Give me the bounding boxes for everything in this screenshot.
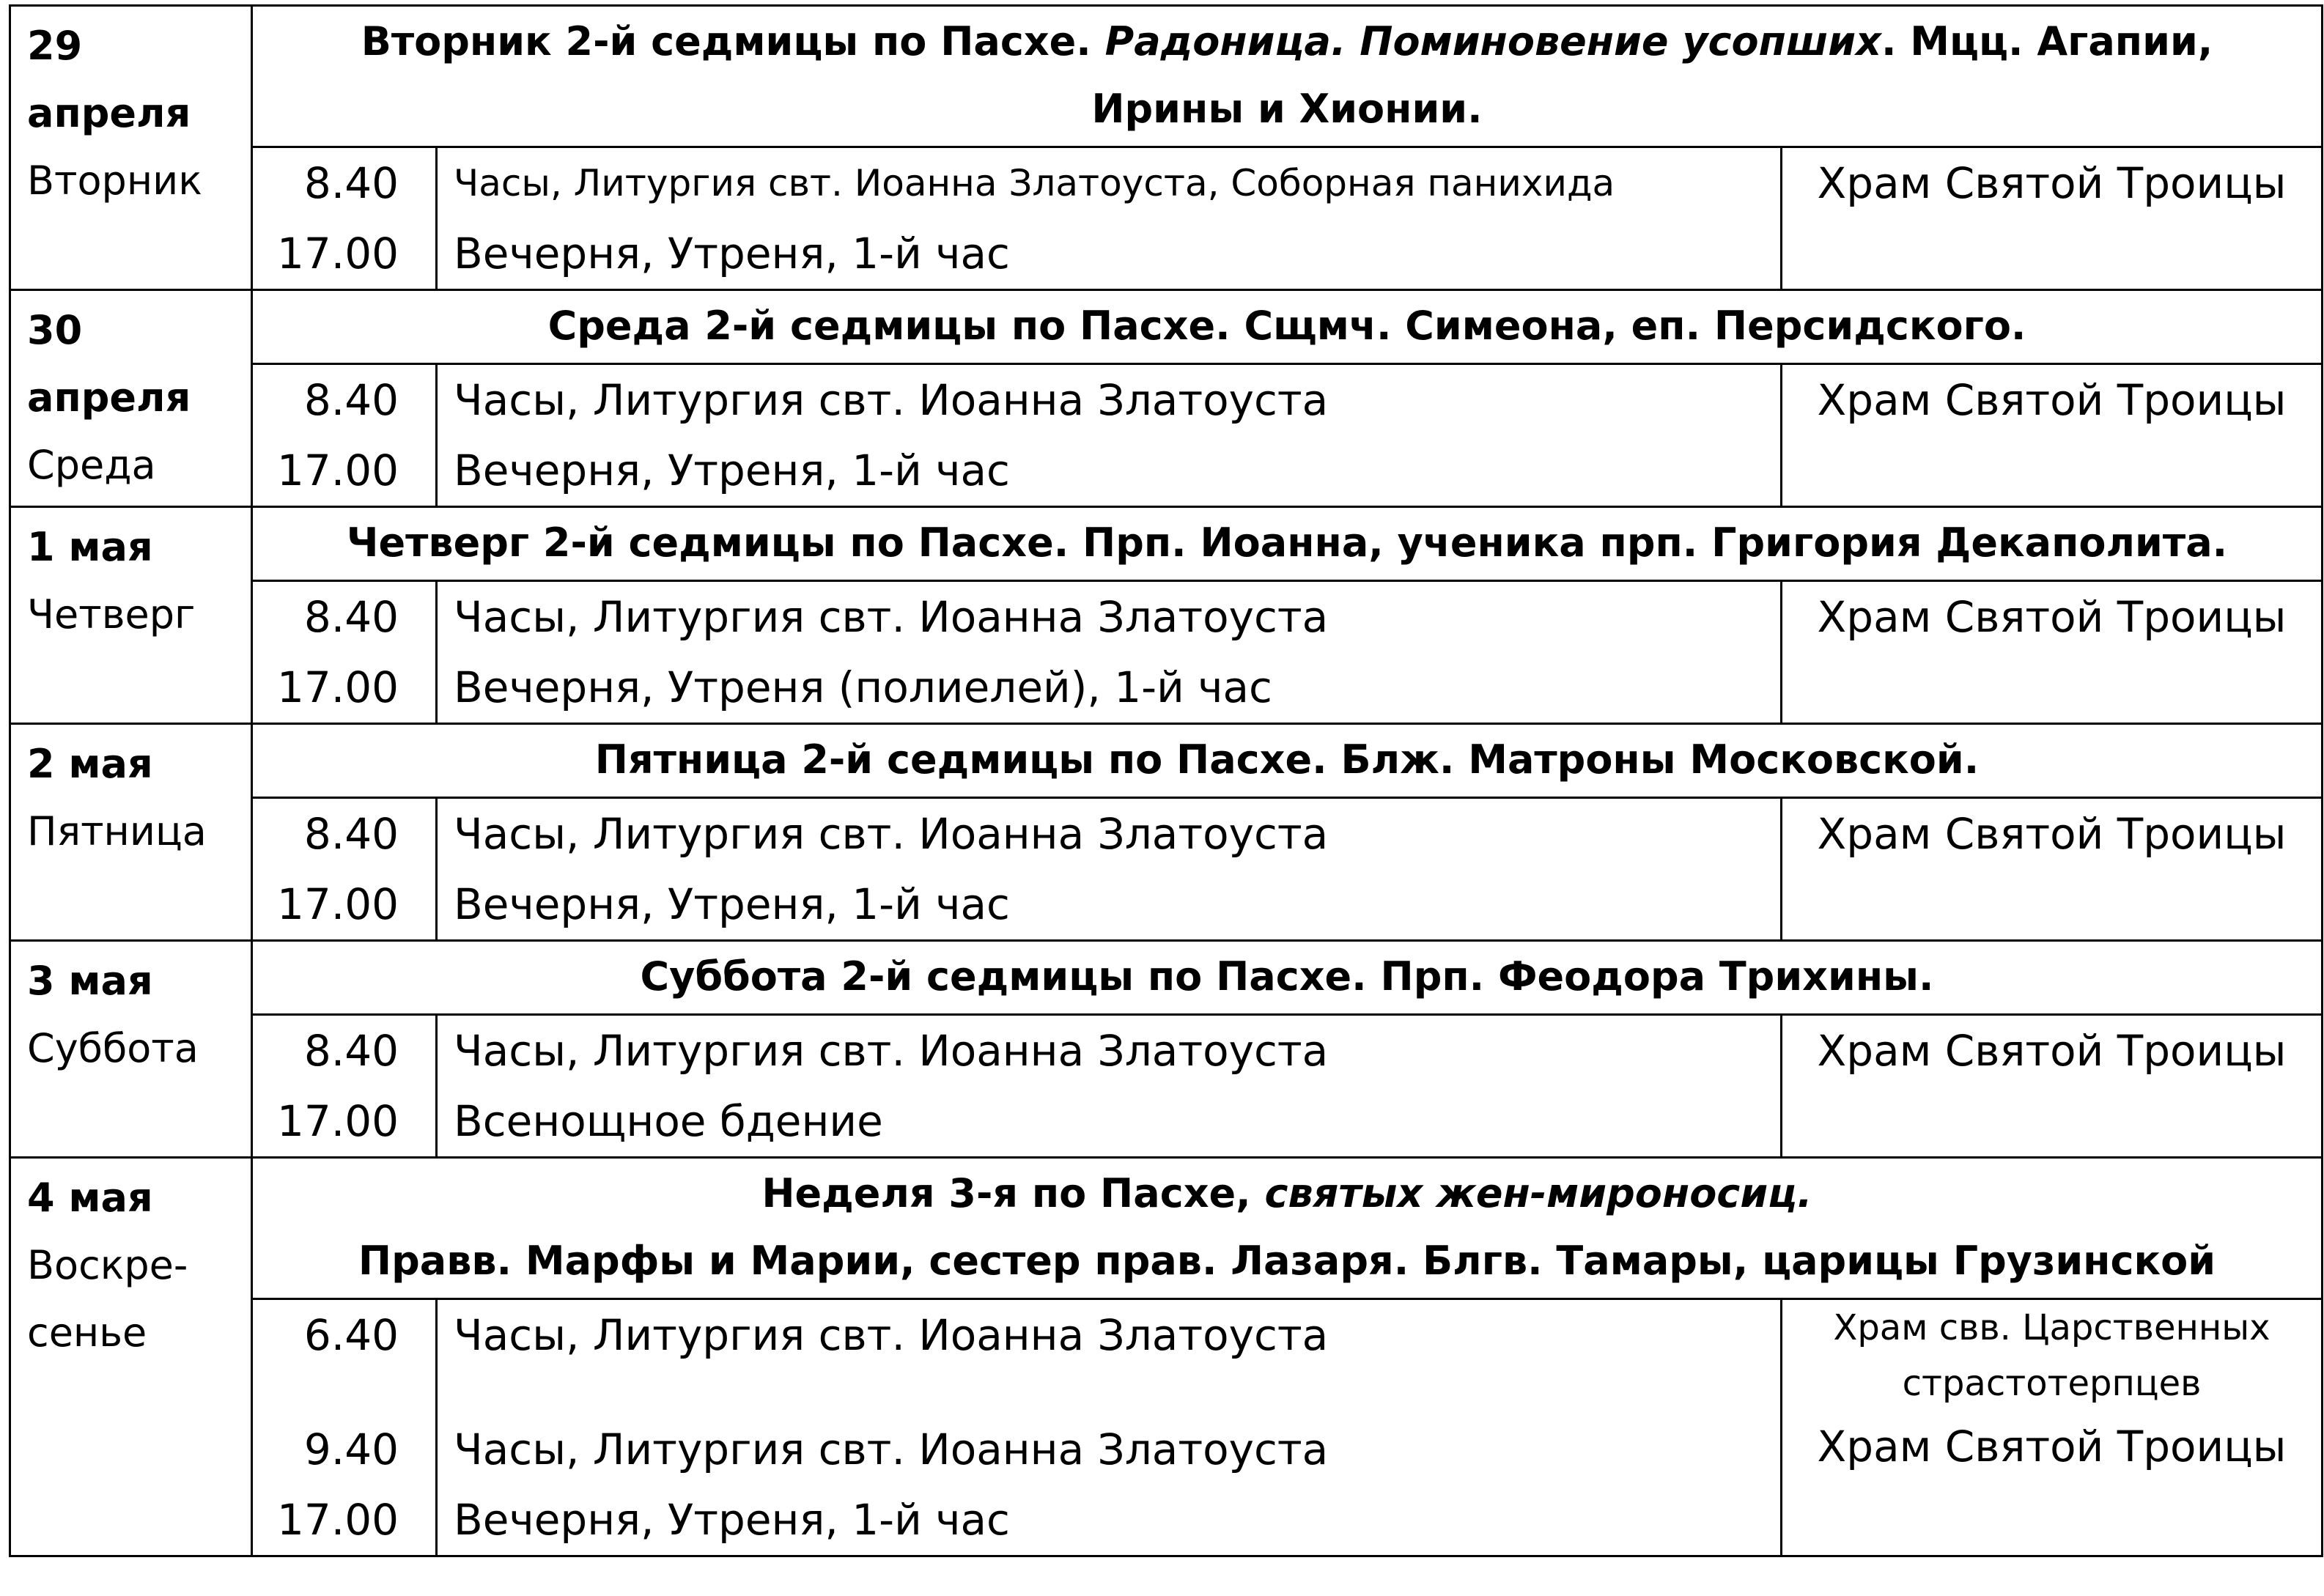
service-place: Храм Святой Троицы xyxy=(1817,375,2287,425)
services-cell xyxy=(437,1299,1782,1556)
service-place: страстотерпцев xyxy=(1902,1363,2202,1404)
day-title: Четверг 2-й седмицы по Пасхе. Прп. Иоанна, ученика прп. Григория Декаполита. xyxy=(252,507,2323,581)
place-cell xyxy=(1782,147,2323,290)
date-cell xyxy=(10,724,252,941)
date-cell xyxy=(10,507,252,724)
weekday: Воскре- xyxy=(27,1242,188,1288)
weekday: Вторник xyxy=(27,158,202,204)
times-cell xyxy=(252,581,437,724)
service-time: 17.00 xyxy=(276,1495,399,1545)
weekday: сенье xyxy=(27,1309,147,1356)
service-time: 9.40 xyxy=(303,1425,399,1474)
day-title-line xyxy=(266,8,2308,75)
date-label: 4 мая xyxy=(27,1175,153,1221)
service-place: Храм Святой Троицы xyxy=(1817,809,2287,859)
service-time: 6.40 xyxy=(303,1310,399,1360)
service-place: Храм Святой Троицы xyxy=(1817,158,2287,208)
services-cell xyxy=(437,1015,1782,1158)
schedule-table xyxy=(9,4,2323,1557)
weekday: Четверг xyxy=(27,591,196,638)
service-time: 8.40 xyxy=(303,1026,399,1076)
date-cell xyxy=(10,290,252,507)
place-cell xyxy=(1782,364,2323,507)
weekday: Среда xyxy=(27,442,156,488)
title-text: Вторник 2-й седмицы по Пасхе. xyxy=(361,18,1105,64)
day-row-may2 xyxy=(10,724,2323,798)
times-cell xyxy=(252,798,437,941)
services-cell xyxy=(437,364,1782,507)
weekday: Суббота xyxy=(27,1025,199,1071)
services-row xyxy=(10,1015,2323,1158)
service-time: 8.40 xyxy=(303,158,399,208)
times-cell xyxy=(252,147,437,290)
day-title xyxy=(252,6,2323,147)
service-name: Часы, Литургия свт. Иоанна Златоуста xyxy=(454,1026,1329,1076)
date-label: 3 мая xyxy=(27,958,153,1004)
title-text: Неделя 3-я по Пасхе, xyxy=(761,1170,1265,1216)
date-number: 30 xyxy=(27,307,83,353)
date-number: 29 xyxy=(27,23,83,69)
service-name: Часы, Литургия свт. Иоанна Златоуста xyxy=(454,809,1329,859)
times-cell xyxy=(252,364,437,507)
place-cell xyxy=(1782,1299,2323,1556)
service-place: Храм Святой Троицы xyxy=(1817,1026,2287,1076)
title-text: . Мцц. Агапии, xyxy=(1881,18,2213,64)
spacer xyxy=(454,1370,1780,1414)
service-name: Часы, Литургия свт. Иоанна Златоуста xyxy=(454,592,1329,642)
date-label: 1 мая xyxy=(27,524,153,570)
times-cell xyxy=(252,1015,437,1158)
services-row xyxy=(10,1299,2323,1556)
service-time: 17.00 xyxy=(276,879,399,929)
date-month: апреля xyxy=(27,90,191,136)
service-name: Часы, Литургия свт. Иоанна Златоуста xyxy=(454,1310,1329,1360)
day-title: Пятница 2-й седмицы по Пасхе. Блж. Матроны Московской. xyxy=(252,724,2323,798)
day-row-apr30 xyxy=(10,290,2323,364)
service-time: 8.40 xyxy=(303,592,399,642)
date-month: апреля xyxy=(27,374,191,421)
service-name: Часы, Литургия свт. Иоанна Златоуста, Соборная панихида xyxy=(454,162,1615,204)
service-name: Вечерня, Утреня (полиелей), 1-й час xyxy=(454,662,1272,712)
day-title-line: Ирины и Хионии. xyxy=(1091,86,1483,132)
date-label: 2 мая xyxy=(27,741,153,787)
weekday: Пятница xyxy=(27,808,207,854)
service-time: 17.00 xyxy=(276,1096,399,1146)
service-time: 17.00 xyxy=(276,446,399,495)
service-name: Вечерня, Утреня, 1-й час xyxy=(454,229,1010,278)
services-row xyxy=(10,798,2323,941)
service-place: Храм свв. Царственных xyxy=(1833,1307,2270,1348)
service-place: Храм Святой Троицы xyxy=(1817,592,2287,642)
day-row-may4 xyxy=(10,1158,2323,1299)
service-time: 17.00 xyxy=(276,662,399,712)
services-cell xyxy=(437,147,1782,290)
day-title-line xyxy=(266,1160,2308,1227)
service-name: Вечерня, Утреня, 1-й час xyxy=(454,879,1010,929)
service-name: Вечерня, Утреня, 1-й час xyxy=(454,446,1010,495)
service-time: 8.40 xyxy=(303,809,399,859)
services-cell xyxy=(437,581,1782,724)
day-title-line: Правв. Марфы и Марии, сестер прав. Лазаря. Блгв. Тамары, царицы Грузинской xyxy=(358,1238,2216,1284)
service-name: Вечерня, Утреня, 1-й час xyxy=(454,1495,1010,1545)
date-cell xyxy=(10,1158,252,1556)
services-row xyxy=(10,364,2323,507)
service-name: Часы, Литургия свт. Иоанна Златоуста xyxy=(454,375,1329,425)
date-cell xyxy=(10,6,252,290)
day-row-apr29 xyxy=(10,6,2323,147)
service-time: 8.40 xyxy=(303,375,399,425)
service-place: Храм Святой Троицы xyxy=(1817,1422,2287,1471)
day-row-may3 xyxy=(10,941,2323,1015)
services-cell xyxy=(437,798,1782,941)
place-cell xyxy=(1782,1015,2323,1158)
day-row-may1 xyxy=(10,507,2323,581)
spacer xyxy=(253,1370,399,1414)
service-name: Всенощное бдение xyxy=(454,1096,883,1146)
title-italic: святых жен-мироносиц. xyxy=(1264,1170,1812,1216)
times-cell xyxy=(252,1299,437,1556)
title-italic: Радоница. Поминовение усопших xyxy=(1104,18,1881,64)
place-cell xyxy=(1782,581,2323,724)
day-title: Среда 2-й седмицы по Пасхе. Сщмч. Симеона, еп. Персидского. xyxy=(252,290,2323,364)
service-time: 17.00 xyxy=(276,229,399,278)
day-title: Суббота 2-й седмицы по Пасхе. Прп. Феодора Трихины. xyxy=(252,941,2323,1015)
date-cell xyxy=(10,941,252,1158)
services-row xyxy=(10,147,2323,290)
service-name: Часы, Литургия свт. Иоанна Златоуста xyxy=(454,1425,1329,1474)
services-row xyxy=(10,581,2323,724)
place-cell xyxy=(1782,798,2323,941)
day-title xyxy=(252,1158,2323,1299)
